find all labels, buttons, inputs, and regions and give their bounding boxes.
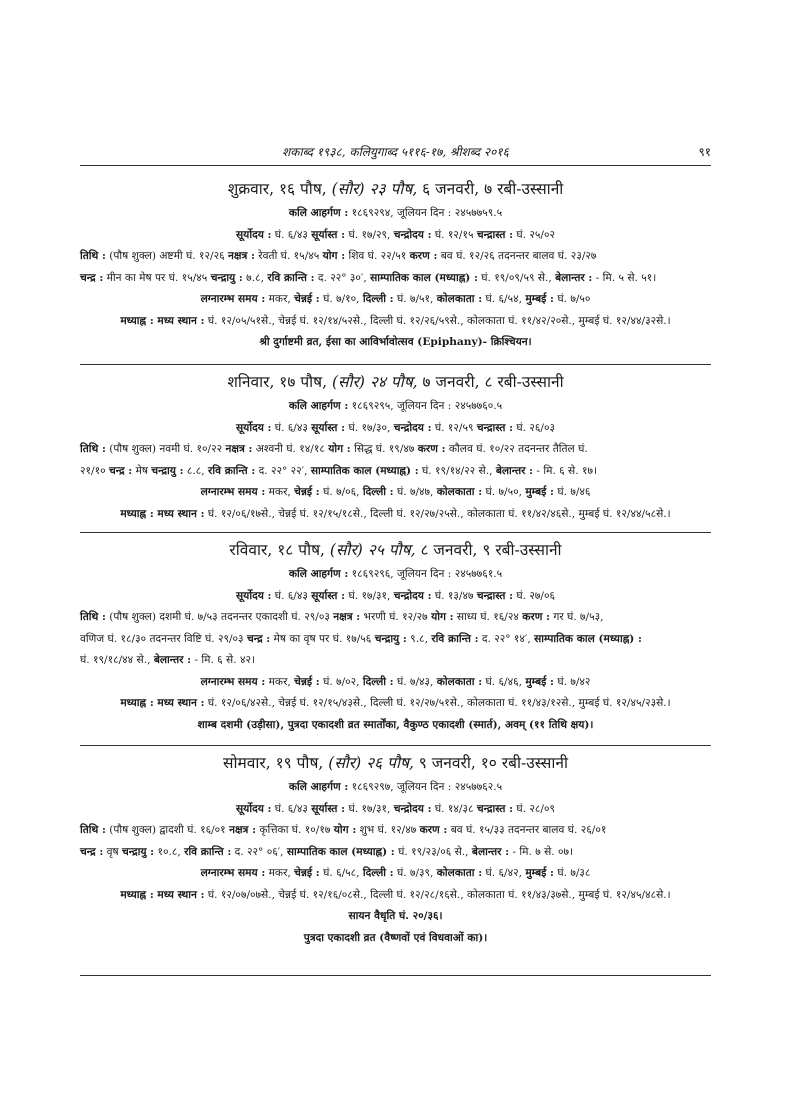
festival-line: पुत्रदा एकादशी व्रत (वैष्णवों एवं विधवाओं का)। — [303, 931, 488, 944]
field-label: मुम्बई : — [525, 675, 554, 688]
field-value: घं. १२/०५/५१से., चेन्नई घं. १२/१४/५२से., दिल्ली घं. १२/२६/५९से., कोलकाता घं. ११/४२/२०से., मुम्बई घं. १२/४४/३२से.। — [204, 314, 671, 327]
field-value: शिव घं. २२/५१ — [345, 250, 410, 262]
field-value: घं. १२/०६/१७से., चेन्नई घं. १२/१५/१८से., दिल्ली घं. १२/२७/२५से., कोलकाता घं. ११/४२/४६से., मुम्बई घं. १२/४४/५८से.। — [204, 507, 671, 520]
field-label: तिथि : — [80, 443, 106, 455]
field-label: बेलान्तर : — [471, 845, 510, 858]
sun-moon-line — [80, 418, 711, 440]
field-label: साम्पातिक काल (मध्याह्न) : — [534, 632, 642, 645]
field-value: ७.८, — [242, 271, 268, 284]
field-value: घं. ७/५०, — [482, 486, 526, 498]
field-value: मकर, — [265, 867, 295, 879]
festival-line: शाम्ब दशमी (उड़ीसा), पुत्रदा एकादशी व्रत स्मार्तोंका, वैकुण्ठ एकादशी (स्मार्त), अवम् (११ तिथि क्षय)। — [197, 718, 594, 731]
field-label: तिथि : — [80, 824, 106, 836]
field-value: घं. १९/०९/५९ से., — [477, 271, 556, 284]
field-label: चन्द्र : — [246, 632, 271, 645]
saur-date: (सौर) २६ पौष, — [328, 754, 414, 772]
sunset-label: सूर्यास्त : — [311, 589, 346, 602]
field-label: चेन्नई : — [294, 675, 320, 688]
field-label: बेलान्तर : — [153, 654, 192, 666]
moonset-label: चन्द्रास्त : — [476, 228, 514, 241]
field-value: घं. १२/०७/०७से., चेन्नई घं. १२/१६/०८से., दिल्ली घं. १२/२८/१६से., कोलकाता घं. ११/४३/३७से., मुम्बई घं. १२/४५/४८से.। — [204, 888, 671, 901]
sun-rise: घं. ६/४३ — [271, 802, 312, 815]
field-label: कोलकाता : — [436, 293, 483, 305]
field-value: कृत्तिका घं. १०/१७ — [255, 824, 334, 836]
field-value: - मि. ६ से. १७। — [533, 464, 597, 477]
sun-moon-line — [80, 799, 711, 821]
running-title: शकाब्द १९३८, कलियुगाब्द ५११६-१७, श्रीशब्द २०१६ — [282, 145, 509, 159]
field-value: (पौष शुक्ल) अष्टमी घं. १२/२६ — [105, 250, 229, 262]
field-value: घं. १९/१४/२२ से., — [418, 464, 496, 477]
header-rule — [80, 165, 711, 166]
field-label: चेन्नई : — [294, 293, 320, 305]
field-value: - मि. ७ से. ०७। — [509, 845, 574, 858]
sun-rise: घं. ६/४३ — [271, 589, 312, 602]
field-value: घं. ७/४७, — [393, 486, 437, 498]
kali-line — [80, 564, 711, 586]
field-label: बेलान्तर : — [555, 271, 593, 284]
field-value: (पौष शुक्ल) द्वादशी घं. १६/०१ — [105, 824, 230, 836]
sun-label: सूर्योदय : — [236, 421, 272, 434]
field-label: कोलकाता : — [436, 675, 483, 688]
field-value: मीन का मेष पर घं. १५/४५ — [103, 271, 211, 284]
date-text: शुक्रवार, १६ पौष, — [227, 180, 332, 198]
field-value: (पौष शुक्ल) दशमी घं. ७/५३ तदनन्तर एकादशी घं. २९/०३ — [105, 611, 334, 623]
field-value: १०.८, — [154, 845, 185, 858]
kali-line — [80, 396, 711, 418]
running-header — [80, 141, 711, 161]
field-value: घं. ७/४६ — [553, 486, 591, 498]
field-value: ८.८, — [183, 464, 209, 477]
field-value: घं. ७/४३, — [393, 675, 437, 688]
field-value: २१/१० — [80, 464, 109, 477]
field-label: बेलान्तर : — [495, 464, 534, 477]
field-label: साम्पातिक काल (मध्याह्न) : — [286, 845, 395, 858]
field-label: लग्नारम्भ समय : — [200, 867, 266, 879]
field-label: योग : — [328, 443, 351, 455]
field-value: गर घं. ७/५३, — [550, 611, 604, 623]
tithi-line — [80, 246, 711, 268]
field-label: मध्याह्न : मध्य स्थान : — [120, 697, 205, 709]
moonset-label: चन्द्रास्त : — [476, 589, 514, 602]
field-value: शुभ घं. १२/४७ — [356, 824, 420, 836]
field-value: वृष — [103, 845, 122, 858]
field-label: मुम्बई : — [525, 486, 554, 498]
field-value: घं. ७/१०, — [319, 293, 363, 305]
field-label: योग : — [322, 250, 346, 262]
field-label: चन्द्र : — [80, 271, 104, 284]
moonrise-label: चन्द्रोदय : — [393, 421, 432, 434]
field-label: मध्याह्न : मध्य स्थान : — [120, 507, 205, 520]
kali-value: १८६९२९६, जूलियन दिन : २४५७७६१.५ — [348, 568, 503, 580]
day-title — [80, 749, 711, 777]
sun-set: घं. १७/३१, — [345, 802, 394, 815]
day-title — [80, 536, 711, 564]
field-value: मकर, — [265, 293, 295, 305]
page-number: ९१ — [698, 145, 711, 159]
sun-label: सूर्योदय : — [236, 802, 272, 815]
field-label: रवि क्रान्ति : — [431, 632, 479, 645]
field-label: चेन्नई : — [294, 486, 320, 498]
field-label: योग : — [333, 824, 357, 836]
moon-set: घं. २५/०२ — [513, 228, 555, 241]
field-label: नक्षत्र : — [228, 250, 255, 262]
field-label: रवि क्रान्ति : — [208, 464, 256, 477]
field-value: घं. ७/०२, — [319, 675, 363, 688]
section-rule — [80, 745, 711, 746]
tithi-line — [80, 607, 711, 629]
day-block-friday — [80, 175, 711, 354]
festival-line: सायन वैधृति घं. २०/३६। — [348, 910, 443, 922]
field-value: द. २२° २२′, — [255, 464, 311, 477]
field-value: घं. ७/३८ — [553, 867, 591, 879]
day-title — [80, 368, 711, 396]
kali-value: १८६९२९५, जूलियन दिन : २४५७७६०.५ — [348, 400, 503, 412]
field-label: साम्पातिक काल (मध्याह्न) : — [310, 464, 419, 477]
date-text-rest: ६ जनवरी, ७ रबी-उस्सानी — [417, 180, 564, 198]
sun-moon-line — [80, 586, 711, 608]
field-value: द. २२° ०६′, — [231, 845, 287, 858]
sun-set: घं. १७/२९, — [345, 228, 394, 241]
field-value: सिद्ध घं. १९/४७ — [350, 443, 418, 455]
field-value: घं. १२/०६/४२से., चेन्नई घं. १२/१५/४३से., दिल्ली घं. १२/२७/५१से., कोलकाता घं. ११/४३/१२से., मुम्बई घं. १२/४५/२३से.। — [204, 697, 671, 709]
madhya-line — [80, 311, 711, 333]
field-label: मुम्बई : — [525, 867, 554, 879]
moon-rise: घं. १३/४७ — [431, 589, 477, 602]
field-value: बव घं. १५/३३ तदनन्तर बालव घं. २६/०१ — [447, 824, 607, 836]
field-label: चन्द्र : — [108, 464, 133, 477]
sun-set: घं. १७/३०, — [345, 421, 394, 434]
kali-value: १८६९२९७, जूलियन दिन : २४५७७६२.५ — [348, 781, 503, 793]
sun-rise: घं. ६/४३ — [271, 421, 312, 434]
field-label: योग : — [431, 611, 454, 623]
tithi-line — [80, 461, 711, 483]
field-label: करण : — [409, 250, 438, 262]
tithi-line — [80, 842, 711, 864]
field-label: नक्षत्र : — [333, 611, 361, 623]
sunset-label: सूर्यास्त : — [311, 228, 346, 241]
field-label: लग्नारम्भ समय : — [200, 486, 266, 498]
tithi-line — [80, 629, 711, 651]
moonrise-label: चन्द्रोदय : — [393, 802, 432, 815]
field-value: घं. ७/५१, — [393, 293, 437, 305]
field-value: द. २२° ३०′, — [314, 271, 371, 284]
field-value: घं. ७/४२ — [553, 675, 591, 688]
kali-label: कलि आहर्गण : — [288, 568, 349, 580]
field-label: दिल्ली : — [362, 867, 394, 879]
field-value: भरणी घं. १२/२७ — [360, 611, 432, 623]
field-value: - मि. ६ से. ४२। — [191, 654, 255, 666]
sun-label: सूर्योदय : — [236, 589, 272, 602]
field-label: रवि क्रान्ति : — [267, 271, 315, 284]
field-label: लग्नारम्भ समय : — [200, 675, 266, 688]
lagna-line — [80, 863, 711, 885]
field-label: कोलकाता : — [436, 867, 483, 879]
field-label: चन्द्रायु : — [374, 632, 407, 645]
moonset-label: चन्द्रास्त : — [476, 421, 514, 434]
footer-rule — [80, 975, 711, 976]
field-label: रवि क्रान्ति : — [184, 845, 232, 858]
field-value: - मि. ५ से. ५१। — [592, 271, 657, 284]
madhya-line — [80, 693, 711, 715]
field-label: चन्द्रायु : — [121, 845, 155, 858]
field-label: मध्याह्न : मध्य स्थान : — [120, 314, 205, 327]
field-value: कौलव घं. १०/२२ तदनन्तर तैतिल घं. — [445, 443, 588, 455]
saur-date: (सौर) २५ पौष, — [329, 541, 416, 559]
date-text-rest: ७ जनवरी, ८ रबी-उस्सानी — [417, 373, 564, 391]
field-label: तिथि : — [80, 250, 106, 262]
lagna-line — [80, 289, 711, 311]
field-value: वणिज घं. १८/३० तदनन्तर विष्टि घं. २९/०३ — [80, 632, 247, 645]
date-text-rest: ९ जनवरी, १० रबी-उस्सानी — [413, 754, 568, 772]
field-value: घं. ६/४६, — [482, 675, 526, 688]
field-value: घं. ७/०६, — [319, 486, 363, 498]
saur-date: (सौर) २३ पौष, — [331, 180, 418, 198]
field-value: ९.८, — [406, 632, 432, 645]
kali-label: कलि आहर्गण : — [288, 781, 349, 793]
moon-rise: घं. १२/१५ — [431, 228, 477, 241]
field-label: कोलकाता : — [436, 486, 483, 498]
day-block-monday — [80, 749, 711, 949]
sun-moon-line — [80, 225, 711, 247]
kali-label: कलि आहर्गण : — [288, 400, 349, 412]
field-value: घं. ७/३९, — [393, 867, 437, 879]
field-value: मकर, — [265, 486, 295, 498]
kali-value: १८६९२९४, जूलियन दिन : २४५७७५९.५ — [348, 207, 503, 219]
madhya-line — [80, 504, 711, 526]
field-value: (पौष शुक्ल) नवमी घं. १०/२२ — [105, 443, 226, 455]
day-title — [80, 175, 711, 203]
field-label: नक्षत्र : — [229, 824, 256, 836]
field-value: साध्य घं. १६/२४ — [453, 611, 523, 623]
field-value: द. २२° १४′, — [478, 632, 535, 645]
field-label: दिल्ली : — [362, 293, 394, 305]
day-block-saturday — [80, 368, 711, 525]
lagna-line — [80, 672, 711, 694]
tithi-line — [80, 268, 711, 290]
moon-set: घं. २८/०९ — [513, 802, 555, 815]
field-label: चन्द्रायु : — [210, 271, 243, 284]
field-label: करण : — [417, 443, 446, 455]
date-text-rest: ८ जनवरी, ९ रबी-उस्सानी — [415, 541, 562, 559]
field-value: घं. १९/१८/४४ से., — [80, 654, 154, 666]
moon-rise: घं. १२/५९ — [431, 421, 477, 434]
sunset-label: सूर्यास्त : — [311, 421, 346, 434]
sunset-label: सूर्यास्त : — [311, 802, 346, 815]
moon-set: घं. २७/०६ — [513, 589, 555, 602]
field-label: चन्द्रायु : — [151, 464, 184, 477]
sun-set: घं. १७/३१, — [345, 589, 394, 602]
field-label: तिथि : — [80, 611, 106, 623]
date-text: शनिवार, १७ पौष, — [227, 373, 332, 391]
field-label: नक्षत्र : — [225, 443, 253, 455]
moonrise-label: चन्द्रोदय : — [393, 589, 432, 602]
field-label: लग्नारम्भ समय : — [200, 293, 266, 305]
field-label: करण : — [522, 611, 550, 623]
moon-set: घं. २६/०३ — [513, 421, 555, 434]
lagna-line — [80, 482, 711, 504]
kali-line — [80, 777, 711, 799]
date-text: सोमवार, १९ पौष, — [222, 754, 329, 772]
saur-date: (सौर) २४ पौष, — [332, 373, 418, 391]
field-value: रेवती घं. १५/४५ — [254, 250, 323, 262]
tithi-line — [80, 650, 711, 672]
moonrise-label: चन्द्रोदय : — [393, 228, 432, 241]
kali-label: कलि आहर्गण : — [288, 207, 349, 219]
field-label: दिल्ली : — [362, 675, 394, 688]
field-value: घं. ६/४२, — [482, 867, 526, 879]
field-value: अश्वनी घं. १४/१८ — [252, 443, 329, 455]
day-block-sunday — [80, 536, 711, 736]
field-value: मकर, — [265, 675, 295, 688]
field-value: घं. ६/५८, — [319, 867, 363, 879]
field-value: बव घं. १२/२६ तदनन्तर बालव घं. २३/२७ — [437, 250, 597, 262]
field-value: मेष — [132, 464, 152, 477]
moon-rise: घं. १४/३८ — [431, 802, 477, 815]
field-label: चन्द्र : — [80, 845, 104, 858]
field-label: करण : — [419, 824, 448, 836]
sun-label: सूर्योदय : — [236, 228, 272, 241]
field-value: घं. ६/५४, — [482, 293, 526, 305]
field-value: घं. १९/२३/०६ से., — [394, 845, 472, 858]
festival-line: श्री दुर्गाष्टमी व्रत, ईसा का आविर्भावोत्सव (Epiphany)- क्रिश्चियन। — [259, 336, 532, 348]
field-label: मध्याह्न : मध्य स्थान : — [120, 888, 205, 901]
moonset-label: चन्द्रास्त : — [476, 802, 514, 815]
field-label: साम्पातिक काल (मध्याह्न) : — [370, 271, 478, 284]
sun-rise: घं. ६/४३ — [271, 228, 312, 241]
tithi-line — [80, 820, 711, 842]
field-label: मुम्बई : — [525, 293, 554, 305]
section-rule — [80, 532, 711, 533]
madhya-line — [80, 885, 711, 907]
field-label: चेन्नई : — [294, 867, 320, 879]
kali-line — [80, 203, 711, 225]
field-label: दिल्ली : — [362, 486, 394, 498]
tithi-line — [80, 439, 711, 461]
field-value: मेष का वृष पर घं. १७/५६ — [270, 632, 375, 645]
section-rule — [80, 364, 711, 365]
date-text: रविवार, १८ पौष, — [229, 541, 330, 559]
field-value: घं. ७/५० — [553, 293, 591, 305]
